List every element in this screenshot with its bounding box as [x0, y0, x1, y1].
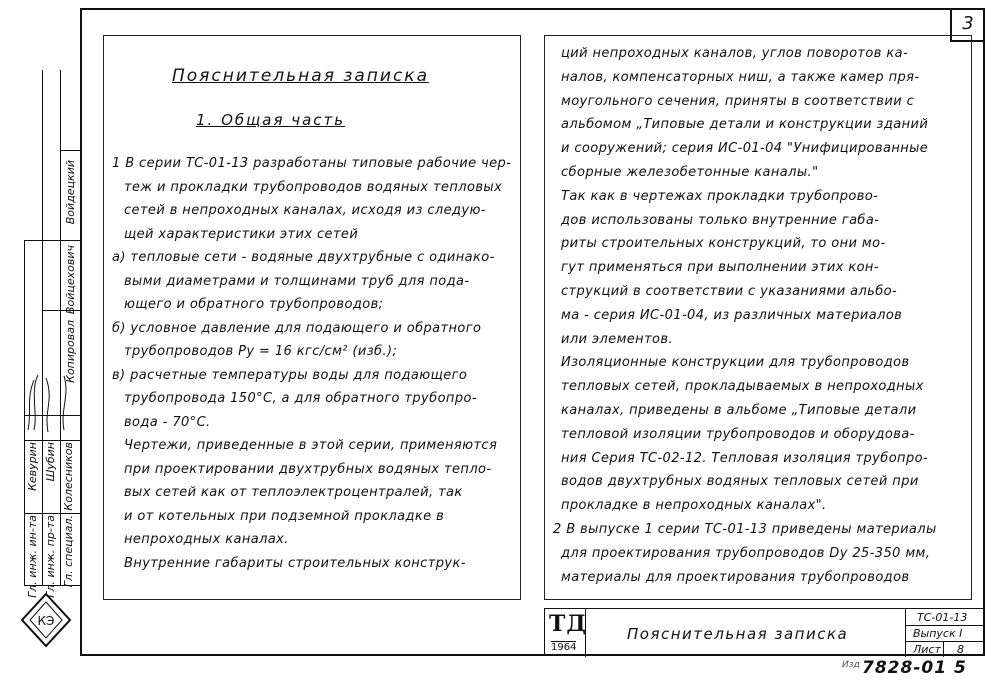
text-line: трубопроводов Ру = 16 кгс/см² (изб.);: [124, 344, 398, 359]
text-line: ния Серия ТС-02-12. Тепловая изоляция трубопро-: [561, 450, 929, 466]
text-line: водов двухтрубных водяных тепловых сетей при: [561, 474, 919, 490]
title-block-sheet-label: Лист: [913, 643, 941, 656]
text-line: ющего и обратного трубопроводов;: [124, 297, 384, 312]
text-line: Внутренние габариты строительных конструк-: [124, 555, 466, 571]
copier-label: Копировал: [64, 320, 77, 383]
text-line: а) тепловые сети - водяные двухтрубные с одинако-: [112, 250, 495, 265]
page-number: 3: [950, 8, 984, 42]
text-line: щей характеристики этих сетей: [124, 226, 359, 242]
text-line: 1 В серии ТС-01-13 разработаны типовые рабочие чер-: [112, 156, 512, 171]
role-3: Гл. специал.: [62, 515, 75, 588]
logo-lettering: КЭ: [37, 614, 55, 628]
text-line: в) расчетные температуры воды для подающего: [112, 367, 468, 383]
text-line: или элементов.: [561, 331, 674, 347]
section-heading: 1. Общая часть: [196, 111, 346, 129]
approval-strip: [8, 70, 80, 628]
text-line: Так как в чертежах прокладки трубопрово-: [561, 188, 879, 204]
name-2: Шубин: [44, 442, 57, 482]
org-logo-icon: [18, 590, 74, 650]
text-line: теж и прокладки трубопроводов водяных тепловых: [124, 179, 503, 195]
text-line: Изоляционные конструкции для трубопроводов: [561, 355, 910, 371]
org-mark: ТД: [549, 611, 587, 637]
text-line: альбомом „Типовые детали и конструкции зданий: [561, 117, 929, 133]
text-line: для проектирования трубопроводов Dу 25-350 мм,: [561, 545, 931, 561]
text-line: налов, компенсаторных ниш, а также камер пря-: [561, 69, 920, 85]
role-1: Гл. инж. ин-та: [26, 515, 39, 598]
text-line: струкций в соответствии с указаниями альбо-: [561, 284, 898, 299]
text-line: вода - 70°С.: [124, 414, 211, 430]
org-year: 1964: [551, 642, 577, 653]
title-block-sheet-number: 8: [957, 643, 964, 656]
footer-stamp: 7828-01 5: [862, 658, 967, 678]
role-2: Гл. инж. пр-та: [44, 515, 57, 598]
text-line: дов использованы только внутренние габа-: [561, 212, 880, 228]
text-line: и сооружений; серия ИС-01-04 "Унифицированные: [561, 141, 929, 157]
text-line: сетей в непроходных каналах, исходя из следую-: [124, 203, 486, 218]
name-1: Кевурин: [26, 442, 39, 491]
text-line: материалы для проектирования трубопроводов: [561, 569, 910, 585]
text-line: непроходных каналах.: [124, 532, 289, 547]
text-line: Чертежи, приведенные в этой серии, применяются: [124, 438, 498, 453]
text-line: риты строительных конструкций, то они мо-: [561, 236, 886, 252]
text-line: ма - серия ИС-01-04, из различных материалов: [561, 307, 903, 323]
footer-prefix: Изд: [842, 660, 860, 670]
title-block-issue: Выпуск I: [913, 627, 963, 640]
text-line: сборные железобетонные каналы.": [561, 165, 819, 180]
text-line: тепловых сетей, прокладываемых в непроходных: [561, 379, 924, 395]
text-line: каналах, приведены в альбоме „Типовые детали: [561, 403, 917, 418]
text-line: моугольного сечения, приняты в соответствии с: [561, 93, 915, 109]
right-text-panel: [544, 35, 972, 600]
document-title: Пояснительная записка: [172, 66, 429, 86]
text-line: вых сетей как от теплоэлектроцентралей, так: [124, 485, 463, 500]
text-line: прокладке в непроходных каналах".: [561, 498, 827, 514]
text-line: тепловой изоляции трубопроводов и оборудова-: [561, 426, 915, 442]
text-line: гут применяться при выполнении этих кон-: [561, 260, 879, 276]
signature-note-1: Войдецкий: [64, 160, 77, 225]
signatures-scribble: [24, 370, 80, 440]
text-line: 2 В выпуске 1 серии ТС-01-13 приведены материалы: [553, 522, 937, 537]
text-line: трубопровода 150°С, а для обратного трубопро-: [124, 391, 477, 406]
text-line: ций непроходных каналов, углов поворотов ка-: [561, 46, 909, 61]
name-3: Колесников: [62, 442, 75, 511]
text-line: и от котельных при подземной прокладке в: [124, 508, 445, 524]
left-text-panel: [103, 35, 521, 600]
title-block-series: ТС-01-13: [917, 611, 968, 624]
title-block: [544, 608, 984, 656]
text-line: б) условное давление для подающего и обратного: [112, 320, 482, 336]
signature-note-2: Войцехович: [64, 245, 77, 315]
text-line: выми диаметрами и толщинами труб для пода-: [124, 273, 470, 289]
title-block-name: Пояснительная записка: [627, 625, 849, 643]
text-line: при проектировании двухтрубных водяных тепло-: [124, 461, 492, 477]
